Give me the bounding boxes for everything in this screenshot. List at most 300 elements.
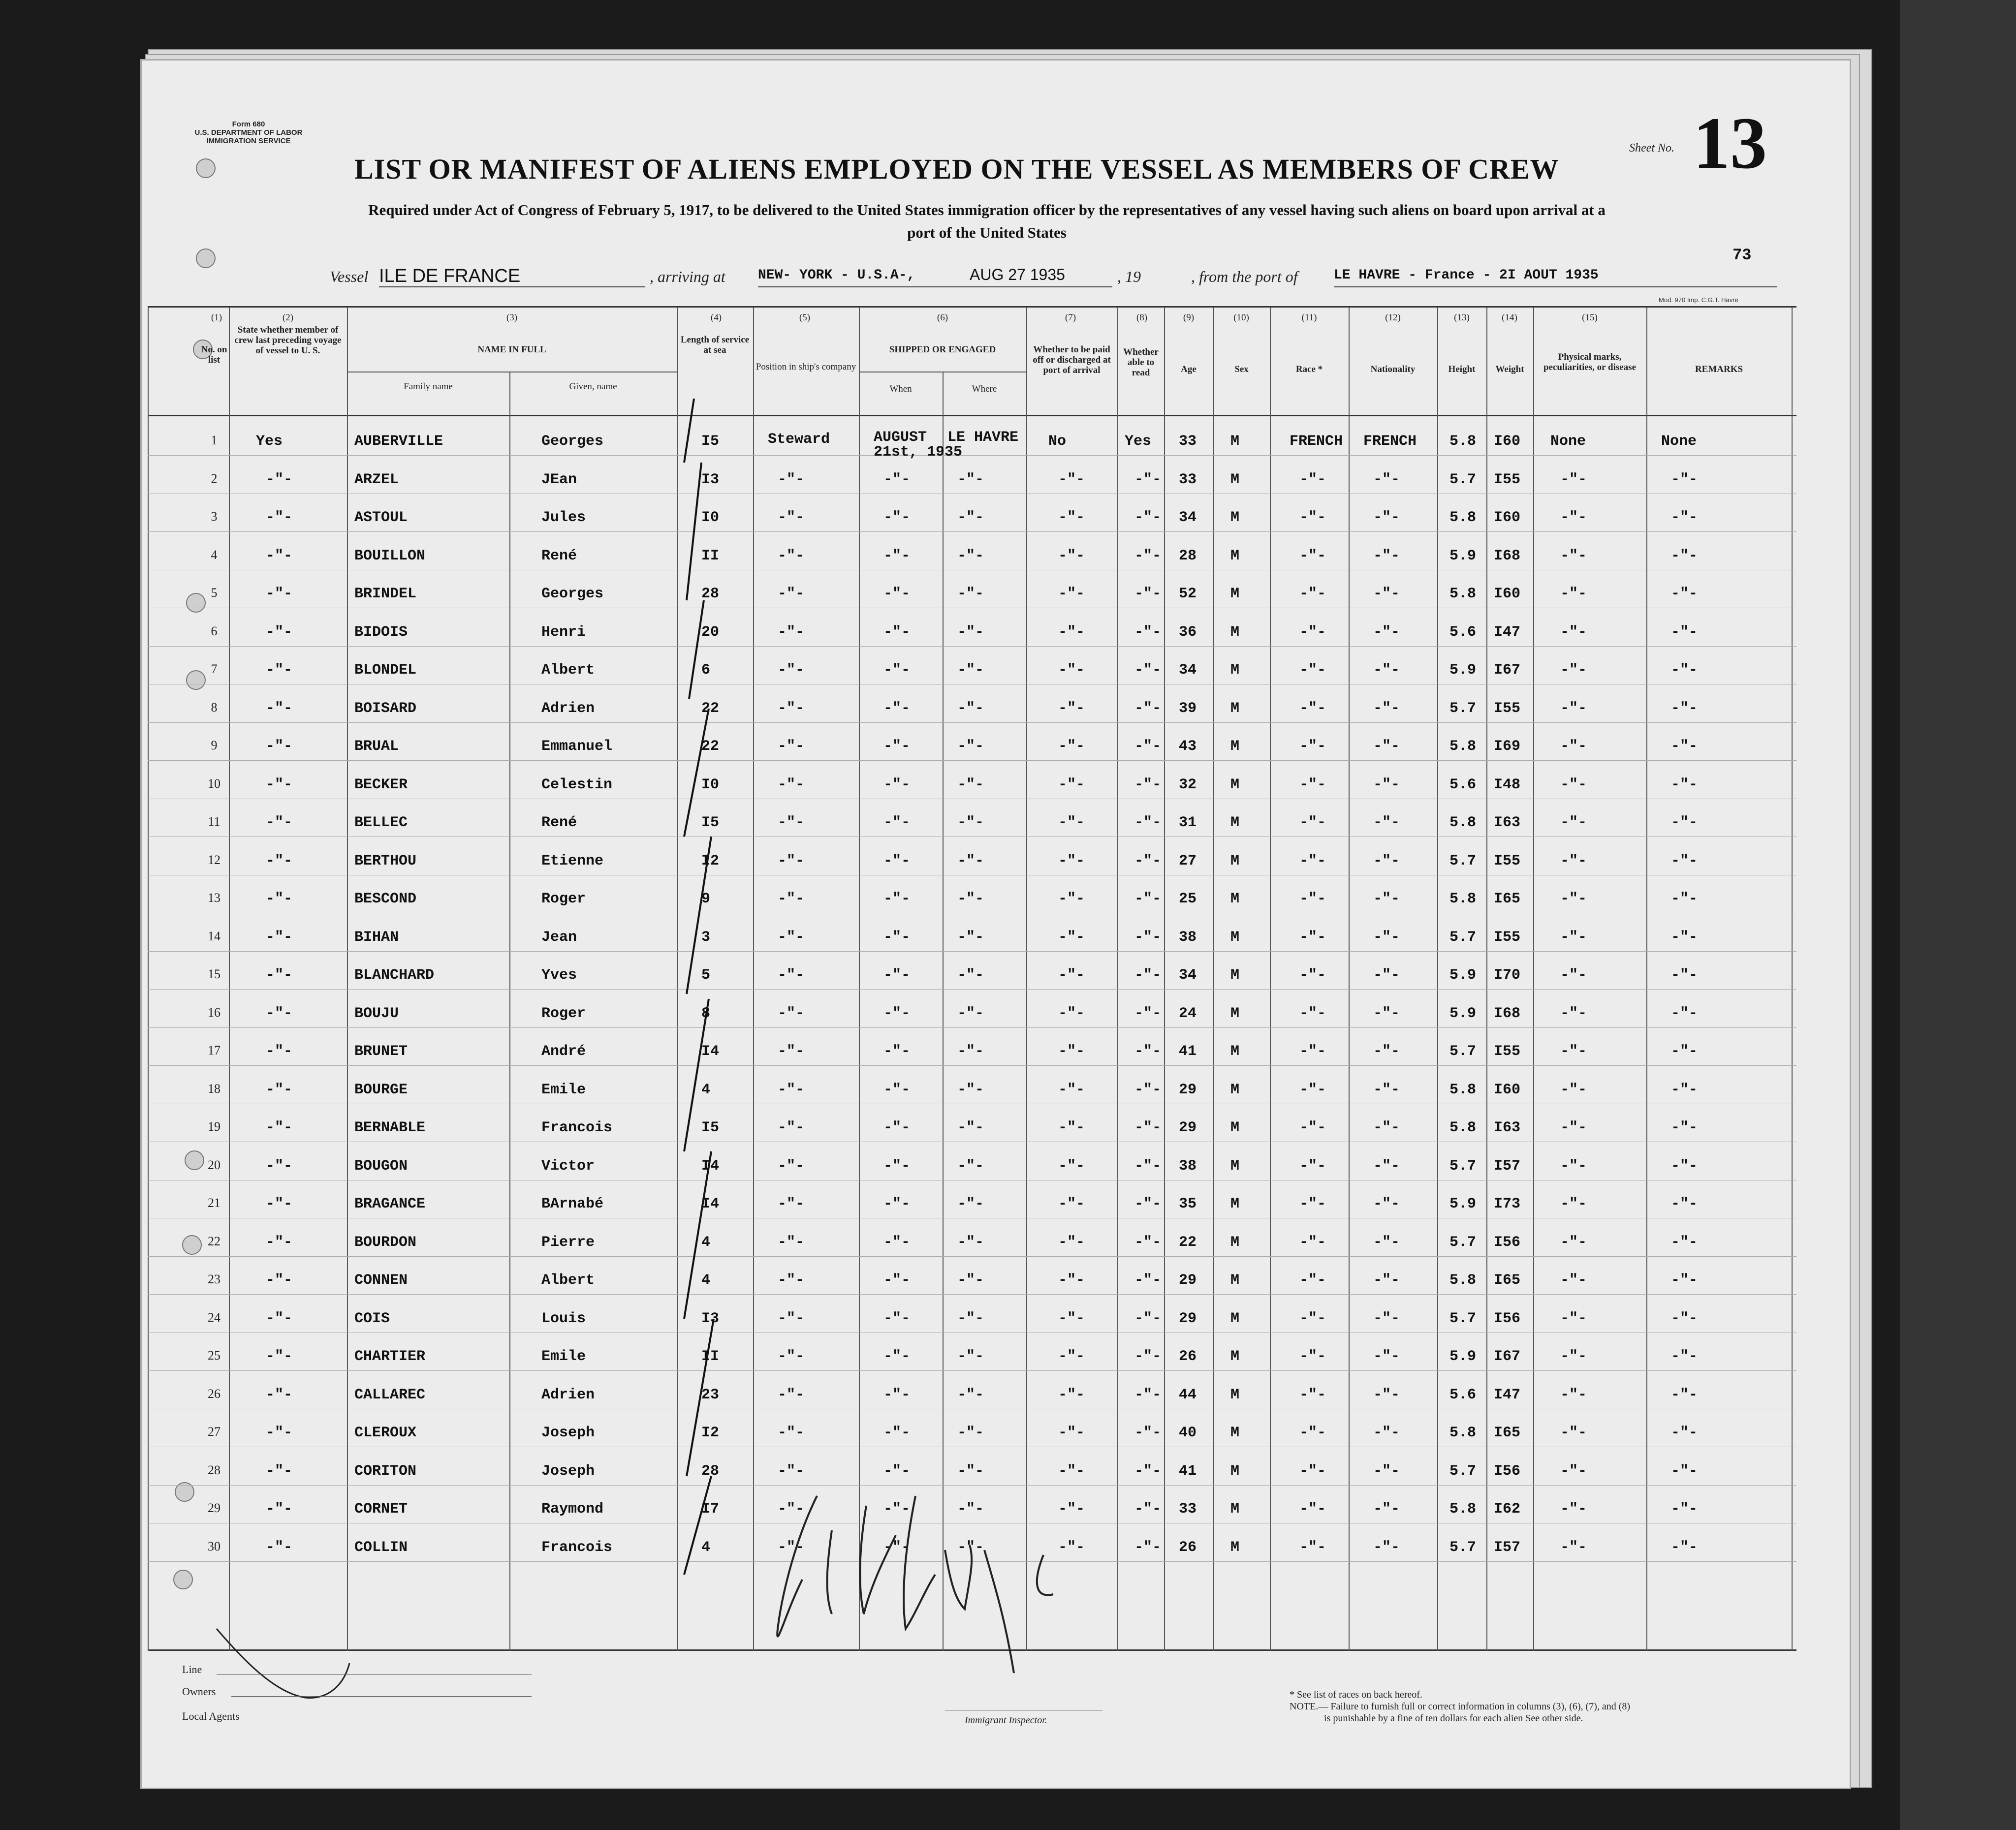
sex: M — [1230, 891, 1240, 907]
column-divider — [1486, 308, 1487, 1651]
line-label: Line — [182, 1663, 202, 1675]
table-row-rule — [148, 1370, 1796, 1371]
sex: M — [1230, 967, 1240, 984]
nationality-ditto: -"- — [1373, 1310, 1400, 1327]
length-of-service: 23 — [701, 1387, 720, 1403]
column-divider — [1117, 308, 1118, 1651]
position-ditto: -"- — [778, 1005, 805, 1022]
previous-voyage-ditto: -"- — [266, 929, 293, 946]
physical-marks-ditto: -"- — [1560, 738, 1587, 755]
height: 5.9 — [1449, 1005, 1477, 1022]
age: 35 — [1179, 1196, 1197, 1212]
shipped-where-ditto: -"- — [957, 1425, 984, 1441]
nationality-ditto: -"- — [1373, 1425, 1400, 1441]
shipped-where-ditto: -"- — [957, 1310, 984, 1327]
paid-off-ditto: -"- — [1058, 509, 1085, 526]
col4-header: Length of service at sea — [680, 335, 750, 355]
col8-header: Whether able to read — [1123, 347, 1159, 378]
weight: I60 — [1494, 509, 1521, 526]
able-to-read-ditto: -"- — [1134, 1082, 1162, 1098]
row-number: 28 — [208, 1463, 220, 1477]
shipped-where-ditto: -"- — [957, 776, 984, 793]
weight: I63 — [1494, 814, 1521, 831]
physical-marks-ditto: -"- — [1560, 509, 1587, 526]
previous-voyage-ditto: -"- — [266, 1387, 293, 1403]
shipped-where-ditto: -"- — [957, 1196, 984, 1212]
remarks-ditto: -"- — [1671, 1005, 1698, 1022]
paid-off-ditto: -"- — [1058, 1005, 1085, 1022]
nationality-ditto: -"- — [1373, 967, 1400, 984]
given-name: Adrien — [541, 700, 595, 717]
position: Steward — [768, 431, 830, 448]
able-to-read-ditto: -"- — [1134, 738, 1162, 755]
given-name: André — [541, 1043, 586, 1060]
length-of-service: I3 — [701, 1310, 720, 1327]
remarks-ditto: -"- — [1671, 1082, 1698, 1098]
remarks-ditto: -"- — [1671, 1348, 1698, 1365]
able-to-read-ditto: -"- — [1134, 509, 1162, 526]
able-to-read-ditto: -"- — [1134, 853, 1162, 869]
able-to-read-ditto: -"- — [1134, 662, 1162, 679]
column-divider — [1270, 308, 1271, 1651]
height: 5.8 — [1449, 1119, 1477, 1136]
shipped-when: AUGUST — [874, 429, 927, 446]
previous-voyage-ditto: -"- — [266, 853, 293, 869]
length-of-service: 4 — [701, 1082, 711, 1098]
family-name: BESCOND — [354, 891, 417, 907]
previous-voyage-ditto: -"- — [266, 624, 293, 641]
row-number: 19 — [208, 1119, 220, 1134]
able-to-read-ditto: -"- — [1134, 1119, 1162, 1136]
row-number: 16 — [208, 1005, 220, 1020]
family-name: ARZEL — [354, 471, 399, 488]
paid-off-ditto: -"- — [1058, 1158, 1085, 1175]
able-to-read-ditto: -"- — [1134, 548, 1162, 564]
position-ditto: -"- — [778, 1272, 805, 1289]
race-ditto: -"- — [1299, 738, 1326, 755]
height: 5.8 — [1449, 1501, 1477, 1518]
given-name: BArnabé — [541, 1196, 604, 1212]
remarks-ditto: -"- — [1671, 1272, 1698, 1289]
paid-off-ditto: -"- — [1058, 586, 1085, 602]
shipped-when-ditto: -"- — [883, 1272, 911, 1289]
row-number: 30 — [208, 1539, 220, 1553]
race-ditto: -"- — [1299, 1119, 1326, 1136]
previous-voyage-ditto: -"- — [266, 1196, 293, 1212]
physical-marks-ditto: -"- — [1560, 814, 1587, 831]
physical-marks-ditto: -"- — [1560, 1196, 1587, 1212]
age: 29 — [1179, 1082, 1197, 1098]
previous-voyage-ditto: -"- — [266, 1119, 293, 1136]
given-name: René — [541, 548, 577, 564]
family-name: BOUJU — [354, 1005, 399, 1022]
nationality-ditto: -"- — [1373, 586, 1400, 602]
length-of-service: 3 — [701, 929, 711, 946]
position-ditto: -"- — [778, 586, 805, 602]
table-row-rule — [148, 1027, 1796, 1028]
weight: I65 — [1494, 891, 1521, 907]
paid-off-ditto: -"- — [1058, 776, 1085, 793]
arriving-underline — [758, 286, 1112, 287]
form-identification — [189, 120, 308, 145]
given-name-header: Given, name — [569, 381, 617, 392]
local-agents-label: Local Agents — [182, 1710, 240, 1722]
shipped-where-ditto: -"- — [957, 853, 984, 869]
nationality-ditto: -"- — [1373, 1234, 1400, 1251]
paid-off-ditto: -"- — [1058, 1272, 1085, 1289]
height: 5.8 — [1449, 738, 1477, 755]
given-name: Pierre — [541, 1234, 595, 1251]
shipped-when-ditto: -"- — [883, 967, 911, 984]
family-name: BRUAL — [354, 738, 399, 755]
able-to-read-ditto: -"- — [1134, 1310, 1162, 1327]
paid-off-ditto: -"- — [1058, 1425, 1085, 1441]
race-ditto: -"- — [1299, 471, 1326, 488]
previous-voyage-ditto: -"- — [266, 1425, 293, 1441]
where-header: Where — [972, 384, 997, 394]
physical-marks-ditto: -"- — [1560, 662, 1587, 679]
table-row-rule — [148, 531, 1796, 532]
physical-marks-ditto: -"- — [1560, 624, 1587, 641]
shipped-where-ditto: -"- — [957, 1501, 984, 1518]
height: 5.8 — [1449, 891, 1477, 907]
nationality-ditto: -"- — [1373, 1119, 1400, 1136]
age: 26 — [1179, 1348, 1197, 1365]
col9-number: (9) — [1183, 312, 1195, 323]
weight: I68 — [1494, 548, 1521, 564]
position-ditto: -"- — [778, 776, 805, 793]
sex: M — [1230, 1005, 1240, 1022]
given-name: Jules — [541, 509, 586, 526]
shipped-when-ditto: -"- — [883, 776, 911, 793]
table-row-rule — [148, 1256, 1796, 1257]
physical-marks-ditto: -"- — [1560, 1501, 1587, 1518]
family-name: CONNEN — [354, 1272, 408, 1289]
shipped-when-ditto: -"- — [883, 662, 911, 679]
given-name: Emile — [541, 1348, 586, 1365]
length-of-service: 5 — [701, 967, 711, 984]
remarks-ditto: -"- — [1671, 1158, 1698, 1175]
sex: M — [1230, 624, 1240, 641]
physical-marks-ditto: -"- — [1560, 1463, 1587, 1480]
row-number: 3 — [211, 509, 218, 524]
physical-marks-ditto: -"- — [1560, 1158, 1587, 1175]
family-name: CHARTIER — [354, 1348, 426, 1365]
column-divider — [1213, 308, 1214, 1651]
shipped-when-ditto: -"- — [883, 1234, 911, 1251]
nationality-ditto: -"- — [1373, 700, 1400, 717]
sex: M — [1230, 929, 1240, 946]
position-ditto: -"- — [778, 548, 805, 564]
shipped-when-ditto: -"- — [883, 1196, 911, 1212]
physical-marks-ditto: -"- — [1560, 1310, 1587, 1327]
age: 28 — [1179, 548, 1197, 564]
shipped-where-ditto: -"- — [957, 700, 984, 717]
able-to-read-ditto: -"- — [1134, 471, 1162, 488]
race-ditto: -"- — [1299, 1005, 1326, 1022]
when-header: When — [889, 384, 912, 394]
punch-hole — [173, 1570, 193, 1589]
family-name: CLEROUX — [354, 1425, 417, 1441]
punch-hole — [196, 248, 216, 268]
nationality-ditto: -"- — [1373, 1539, 1400, 1556]
remarks-ditto: -"- — [1671, 1196, 1698, 1212]
nationality-ditto: -"- — [1373, 853, 1400, 869]
row-number: 9 — [211, 738, 218, 752]
family-name: CALLAREC — [354, 1387, 426, 1403]
length-of-service: I3 — [701, 471, 720, 488]
remarks-ditto: -"- — [1671, 738, 1698, 755]
nationality-ditto: -"- — [1373, 929, 1400, 946]
column-divider — [1026, 308, 1027, 1651]
printer-mark: Mod. 970 Imp. C.G.T. Havre — [1659, 296, 1738, 304]
vessel-line — [0, 266, 2016, 290]
race-ditto: -"- — [1299, 1387, 1326, 1403]
sex: M — [1230, 1387, 1240, 1403]
column-divider — [1646, 308, 1647, 1651]
family-name: BOISARD — [354, 700, 417, 717]
able-to-read-ditto: -"- — [1134, 929, 1162, 946]
length-of-service: I2 — [701, 1425, 720, 1441]
able-to-read-ditto: -"- — [1134, 1348, 1162, 1365]
previous-voyage-ditto: -"- — [266, 1158, 293, 1175]
shipped-where-ditto: -"- — [957, 548, 984, 564]
family-name: BOURGE — [354, 1082, 408, 1098]
length-of-service: 8 — [701, 1005, 711, 1022]
height: 5.7 — [1449, 1463, 1477, 1480]
height: 5.8 — [1449, 509, 1477, 526]
shipped-when-ditto: -"- — [883, 853, 911, 869]
length-of-service: I0 — [701, 776, 720, 793]
previous-voyage-ditto: -"- — [266, 548, 293, 564]
physical-marks-ditto: -"- — [1560, 1425, 1587, 1441]
length-of-service: II — [701, 548, 720, 564]
age: 36 — [1179, 624, 1197, 641]
family-name: BERTHOU — [354, 853, 417, 869]
weight: I65 — [1494, 1425, 1521, 1441]
age: 44 — [1179, 1387, 1197, 1403]
paid-off-ditto: -"- — [1058, 929, 1085, 946]
height: 5.9 — [1449, 1348, 1477, 1365]
position-ditto: -"- — [778, 929, 805, 946]
length-of-service: I0 — [701, 509, 720, 526]
shipped-when-ditto: -"- — [883, 1310, 911, 1327]
arrival-date-stamp: AUG 27 1935 — [970, 266, 1065, 283]
sex: M — [1230, 1119, 1240, 1136]
form-number: Form 680 — [232, 120, 265, 128]
remarks-ditto: -"- — [1671, 1043, 1698, 1060]
physical-marks-ditto: -"- — [1560, 700, 1587, 717]
row-number: 11 — [208, 814, 220, 829]
able-to-read-ditto: -"- — [1134, 967, 1162, 984]
able-to-read-ditto: -"- — [1134, 1501, 1162, 1518]
col10-header: Sex — [1234, 364, 1249, 374]
age: 22 — [1179, 1234, 1197, 1251]
nationality-ditto: -"- — [1373, 1043, 1400, 1060]
position-ditto: -"- — [778, 1158, 805, 1175]
physical-marks-ditto: -"- — [1560, 1082, 1587, 1098]
family-name: BRINDEL — [354, 586, 417, 602]
given-name: Emmanuel — [541, 738, 613, 755]
weight: I57 — [1494, 1158, 1521, 1175]
age: 29 — [1179, 1310, 1197, 1327]
race: FRENCH — [1290, 433, 1343, 450]
length-of-service: 22 — [701, 700, 720, 717]
shipped-when-ditto: -"- — [883, 738, 911, 755]
column-divider — [859, 308, 860, 1651]
previous-voyage-ditto: -"- — [266, 1082, 293, 1098]
vessel-name: ILE DE FRANCE — [379, 266, 521, 286]
previous-voyage-ditto: -"- — [266, 776, 293, 793]
weight: I55 — [1494, 929, 1521, 946]
shipped-where-ditto: -"- — [957, 624, 984, 641]
position-ditto: -"- — [778, 814, 805, 831]
length-of-service: II — [701, 1348, 720, 1365]
race-ditto: -"- — [1299, 1463, 1326, 1480]
height: 5.7 — [1449, 1310, 1477, 1327]
table-row-rule — [148, 1294, 1796, 1295]
able-to-read-ditto: -"- — [1134, 814, 1162, 831]
length-of-service: I5 — [701, 814, 720, 831]
position-ditto: -"- — [778, 1082, 805, 1098]
shipped-when-ditto: -"- — [883, 1043, 911, 1060]
position-ditto: -"- — [778, 509, 805, 526]
weight: I55 — [1494, 1043, 1521, 1060]
position-ditto: -"- — [778, 891, 805, 907]
family-name: BELLEC — [354, 814, 408, 831]
remarks-ditto: -"- — [1671, 1463, 1698, 1480]
column-divider — [347, 308, 348, 1651]
nationality-ditto: -"- — [1373, 1463, 1400, 1480]
col6-header: SHIPPED OR ENGAGED — [889, 344, 996, 355]
nationality-ditto: -"- — [1373, 662, 1400, 679]
row-number: 24 — [208, 1310, 220, 1325]
previous-voyage-ditto: -"- — [266, 700, 293, 717]
family-name-header: Family name — [404, 381, 453, 392]
able-to-read-ditto: -"- — [1134, 1234, 1162, 1251]
physical-marks-ditto: -"- — [1560, 929, 1587, 946]
races-note: * See list of races on back hereof. — [1290, 1689, 1422, 1700]
shipped-where-ditto: -"- — [957, 1234, 984, 1251]
age: 29 — [1179, 1119, 1197, 1136]
race-ditto: -"- — [1299, 509, 1326, 526]
paid-off-ditto: -"- — [1058, 1234, 1085, 1251]
col2-header: State whether member of crew last preceding voyage of vessel to U. S. — [234, 325, 342, 356]
page-title: LIST OR MANIFEST OF ALIENS EMPLOYED ON THE VESSEL AS MEMBERS OF CREW — [354, 153, 1559, 185]
column-divider — [753, 308, 754, 1651]
given-name: Roger — [541, 1005, 586, 1022]
shipped-where-ditto: -"- — [957, 471, 984, 488]
height: 5.9 — [1449, 662, 1477, 679]
nationality-ditto: -"- — [1373, 624, 1400, 641]
race-ditto: -"- — [1299, 891, 1326, 907]
family-name: BOURDON — [354, 1234, 417, 1251]
penalty-note-line-1: NOTE.— Failure to furnish full or correct information in columns (3), (6), (7), and (8) — [1290, 1701, 1631, 1712]
physical-marks-ditto: -"- — [1560, 548, 1587, 564]
race-ditto: -"- — [1299, 624, 1326, 641]
physical-marks-ditto: -"- — [1560, 1539, 1587, 1556]
race-ditto: -"- — [1299, 1348, 1326, 1365]
family-name: BOUILLON — [354, 548, 426, 564]
nationality-ditto: -"- — [1373, 738, 1400, 755]
remarks-ditto: -"- — [1671, 1501, 1698, 1518]
row-number: 1 — [211, 433, 218, 447]
able-to-read-ditto: -"- — [1134, 1463, 1162, 1480]
nationality: FRENCH — [1363, 433, 1417, 450]
length-of-service: I5 — [701, 1119, 720, 1136]
given-name: Roger — [541, 891, 586, 907]
age: 33 — [1179, 471, 1197, 488]
col14-number: (14) — [1502, 312, 1517, 323]
arriving-port: NEW- YORK - U.S.A-, — [758, 268, 915, 283]
shipped-where-ditto: -"- — [957, 1348, 984, 1365]
subtitle-line-1: Required under Act of Congress of February 5, 1917, to be delivered to the United States immigration officer by the representatives of any vessel having such aliens on board upon arrival at a — [368, 201, 1606, 218]
race-ditto: -"- — [1299, 1501, 1326, 1518]
remarks-header: REMARKS — [1695, 364, 1743, 374]
given-name: Henri — [541, 624, 586, 641]
col10-number: (10) — [1233, 312, 1249, 323]
family-name: BLONDEL — [354, 662, 417, 679]
shipped-when-ditto: -"- — [883, 1158, 911, 1175]
family-name: AUBERVILLE — [354, 433, 443, 450]
table-row-rule — [148, 951, 1796, 952]
age: 33 — [1179, 1501, 1197, 1518]
weight: I56 — [1494, 1463, 1521, 1480]
physical-marks-ditto: -"- — [1560, 1043, 1587, 1060]
able-to-read-ditto: -"- — [1134, 1043, 1162, 1060]
family-name: BOUGON — [354, 1158, 408, 1175]
col8-number: (8) — [1136, 312, 1148, 323]
service-name: IMMIGRATION SERVICE — [206, 137, 291, 145]
shipped-where-ditto: -"- — [957, 586, 984, 602]
given-name: Raymond — [541, 1501, 604, 1518]
length-of-service: I2 — [701, 853, 720, 869]
nationality-ditto: -"- — [1373, 509, 1400, 526]
height: 5.6 — [1449, 1387, 1477, 1403]
weight: I68 — [1494, 1005, 1521, 1022]
height: 5.7 — [1449, 1043, 1477, 1060]
nationality-ditto: -"- — [1373, 891, 1400, 907]
able-to-read-ditto: -"- — [1134, 1425, 1162, 1441]
shipped-when-ditto: -"- — [883, 1425, 911, 1441]
shipped-where-ditto: -"- — [957, 891, 984, 907]
height: 5.9 — [1449, 548, 1477, 564]
row-number: 26 — [208, 1387, 220, 1401]
weight: I63 — [1494, 1119, 1521, 1136]
vessel-label: Vessel — [330, 268, 369, 285]
race-ditto: -"- — [1299, 929, 1326, 946]
col1-header: No. on list — [201, 344, 227, 365]
corner-number: 73 — [1732, 246, 1752, 264]
paid-off: No — [1048, 433, 1067, 450]
position-ditto: -"- — [778, 1196, 805, 1212]
col5-number: (5) — [799, 312, 811, 323]
col4-number: (4) — [710, 312, 722, 323]
remarks-ditto: -"- — [1671, 700, 1698, 717]
position-ditto: -"- — [778, 1425, 805, 1441]
sex: M — [1230, 1539, 1240, 1556]
shipped-when-ditto: -"- — [883, 1387, 911, 1403]
paid-off-ditto: -"- — [1058, 624, 1085, 641]
height: 5.8 — [1449, 814, 1477, 831]
family-name: BECKER — [354, 776, 408, 793]
vessel-underline — [379, 286, 645, 287]
sex: M — [1230, 700, 1240, 717]
able-to-read: Yes — [1125, 433, 1152, 450]
shipped-when-ditto: -"- — [883, 1463, 911, 1480]
remarks-ditto: -"- — [1671, 586, 1698, 602]
weight: I70 — [1494, 967, 1521, 984]
